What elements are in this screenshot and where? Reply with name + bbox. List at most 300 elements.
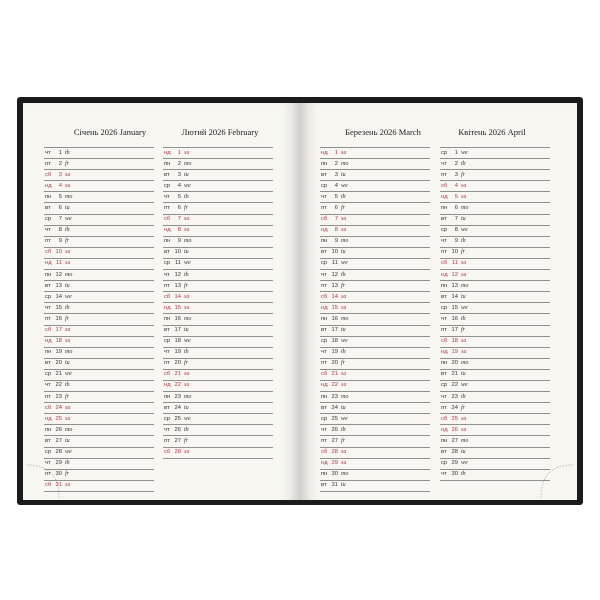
weekday-en: fr bbox=[184, 360, 189, 367]
weekday-en: su bbox=[341, 460, 347, 467]
weekday-ua: пт bbox=[45, 315, 51, 322]
day-number: 15 bbox=[451, 304, 458, 311]
weekday-ua: пн bbox=[164, 238, 171, 245]
weekday-ua: вт bbox=[321, 171, 327, 178]
day-number: 7 bbox=[334, 216, 338, 223]
weekday-en: fr bbox=[461, 404, 466, 411]
weekday-en: mo bbox=[65, 193, 73, 200]
day-number: 10 bbox=[331, 249, 338, 256]
day-row bbox=[44, 459, 154, 470]
day-row bbox=[320, 237, 430, 248]
day-row bbox=[163, 381, 273, 392]
day-number: 13 bbox=[174, 282, 181, 289]
weekday-en: tu bbox=[461, 216, 466, 223]
day-row bbox=[320, 348, 430, 359]
weekday-en: su bbox=[461, 193, 467, 200]
weekday-en: sa bbox=[65, 482, 71, 489]
weekday-en: mo bbox=[184, 393, 192, 400]
weekday-en: we bbox=[65, 216, 72, 223]
weekday-en: th bbox=[341, 349, 346, 356]
day-number: 15 bbox=[55, 304, 62, 311]
day-row bbox=[440, 181, 550, 192]
day-row bbox=[163, 181, 273, 192]
weekday-ua: вт bbox=[45, 360, 51, 367]
day-number: 16 bbox=[174, 315, 181, 322]
day-number: 21 bbox=[331, 371, 338, 378]
day-number: 25 bbox=[55, 415, 62, 422]
weekday-ua: чт bbox=[321, 193, 327, 200]
weekday-ua: ср bbox=[321, 415, 328, 422]
day-row bbox=[320, 215, 430, 226]
weekday-ua: чт bbox=[164, 349, 170, 356]
weekday-en: su bbox=[184, 149, 190, 156]
weekday-ua: ср bbox=[441, 149, 448, 156]
weekday-ua: пт bbox=[321, 437, 327, 444]
day-number: 28 bbox=[174, 449, 181, 456]
day-row bbox=[44, 181, 154, 192]
day-row bbox=[440, 292, 550, 303]
day-row bbox=[440, 281, 550, 292]
weekday-ua: чт bbox=[321, 271, 327, 278]
weekday-ua: ср bbox=[441, 382, 448, 389]
weekday-en: mo bbox=[65, 349, 73, 356]
weekday-ua: чт bbox=[441, 160, 447, 167]
weekday-ua: вт bbox=[321, 249, 327, 256]
day-row bbox=[163, 314, 273, 325]
weekday-ua: сб bbox=[164, 293, 171, 300]
day-row bbox=[320, 203, 430, 214]
weekday-en: mo bbox=[341, 238, 349, 245]
day-row bbox=[320, 181, 430, 192]
weekday-en: th bbox=[184, 349, 189, 356]
weekday-en: we bbox=[461, 382, 468, 389]
weekday-en: sa bbox=[461, 260, 467, 267]
day-row bbox=[44, 392, 154, 403]
day-number: 27 bbox=[451, 437, 458, 444]
day-row bbox=[320, 370, 430, 381]
day-row bbox=[440, 147, 550, 159]
weekday-ua: нд bbox=[441, 426, 448, 433]
weekday-ua: нд bbox=[321, 382, 328, 389]
day-number: 20 bbox=[174, 360, 181, 367]
weekday-ua: пн bbox=[164, 393, 171, 400]
day-number: 24 bbox=[174, 404, 181, 411]
day-row bbox=[440, 403, 550, 414]
day-row bbox=[440, 237, 550, 248]
day-number: 30 bbox=[55, 471, 62, 478]
weekday-ua: пт bbox=[45, 160, 51, 167]
weekday-ua: пн bbox=[321, 471, 328, 478]
day-row bbox=[320, 392, 430, 403]
day-row bbox=[44, 314, 154, 325]
day-number: 11 bbox=[55, 260, 62, 267]
day-row bbox=[163, 147, 273, 159]
weekday-ua: вт bbox=[45, 204, 51, 211]
weekday-en: th bbox=[65, 149, 70, 156]
day-row bbox=[320, 470, 430, 481]
weekday-en: mo bbox=[341, 315, 349, 322]
day-row bbox=[44, 403, 154, 414]
day-row bbox=[44, 359, 154, 370]
weekday-en: we bbox=[341, 338, 348, 345]
day-row bbox=[44, 226, 154, 237]
day-number: 11 bbox=[451, 260, 458, 267]
day-row bbox=[44, 170, 154, 181]
day-number: 1 bbox=[58, 149, 62, 156]
weekday-ua: ср bbox=[321, 182, 328, 189]
weekday-en: sa bbox=[65, 249, 71, 256]
day-number: 19 bbox=[331, 349, 338, 356]
day-number: 21 bbox=[55, 371, 62, 378]
day-row bbox=[44, 448, 154, 459]
day-number: 8 bbox=[177, 227, 181, 234]
day-number: 8 bbox=[58, 227, 62, 234]
weekday-ua: чт bbox=[441, 393, 447, 400]
weekday-ua: нд bbox=[45, 338, 52, 345]
weekday-ua: сб bbox=[45, 171, 52, 178]
weekday-en: su bbox=[341, 227, 347, 234]
day-row bbox=[163, 414, 273, 425]
day-row bbox=[163, 281, 273, 292]
weekday-ua: вт bbox=[441, 449, 447, 456]
weekday-en: th bbox=[65, 382, 70, 389]
day-number: 17 bbox=[331, 327, 338, 333]
weekday-en: th bbox=[461, 238, 466, 245]
day-number: 18 bbox=[55, 338, 62, 345]
weekday-en: sa bbox=[65, 171, 71, 178]
day-number: 20 bbox=[451, 360, 458, 367]
day-row bbox=[44, 281, 154, 292]
weekday-en: we bbox=[184, 415, 191, 422]
weekday-ua: ср bbox=[164, 338, 171, 345]
day-row bbox=[44, 159, 154, 170]
day-number: 1 bbox=[454, 149, 458, 156]
day-number: 24 bbox=[55, 404, 62, 411]
day-row bbox=[44, 259, 154, 270]
day-number: 9 bbox=[454, 238, 458, 245]
day-number: 27 bbox=[174, 437, 181, 444]
day-row bbox=[320, 403, 430, 414]
weekday-en: we bbox=[341, 415, 348, 422]
weekday-ua: чт bbox=[441, 238, 447, 245]
day-number: 23 bbox=[55, 393, 62, 400]
april-day-list bbox=[440, 147, 550, 481]
day-number: 8 bbox=[454, 227, 458, 234]
day-row bbox=[44, 292, 154, 303]
day-number: 16 bbox=[331, 315, 338, 322]
weekday-en: fr bbox=[461, 327, 466, 333]
weekday-en: we bbox=[461, 460, 468, 467]
day-number: 12 bbox=[55, 271, 62, 278]
day-number: 12 bbox=[174, 271, 181, 278]
weekday-ua: пт bbox=[164, 437, 170, 444]
day-row bbox=[440, 226, 550, 237]
day-number: 9 bbox=[58, 238, 62, 245]
day-number: 9 bbox=[177, 238, 181, 245]
weekday-en: th bbox=[461, 315, 466, 322]
weekday-en: tu bbox=[341, 327, 346, 333]
weekday-en: fr bbox=[461, 171, 466, 178]
weekday-en: su bbox=[65, 182, 71, 189]
day-number: 6 bbox=[334, 204, 338, 211]
day-number: 23 bbox=[331, 393, 338, 400]
day-number: 22 bbox=[55, 382, 62, 389]
day-number: 25 bbox=[331, 415, 338, 422]
weekday-ua: пн bbox=[45, 349, 52, 356]
weekday-ua: сб bbox=[441, 182, 448, 189]
weekday-en: sa bbox=[341, 216, 347, 223]
day-number: 14 bbox=[174, 293, 181, 300]
weekday-ua: сб bbox=[45, 482, 52, 489]
weekday-en: su bbox=[184, 304, 190, 311]
weekday-en: mo bbox=[65, 271, 73, 278]
day-row bbox=[163, 359, 273, 370]
weekday-ua: сб bbox=[45, 404, 52, 411]
weekday-en: we bbox=[184, 338, 191, 345]
day-row bbox=[44, 348, 154, 359]
day-row bbox=[44, 337, 154, 348]
day-number: 29 bbox=[55, 460, 62, 467]
weekday-en: su bbox=[65, 338, 71, 345]
weekday-ua: пт bbox=[45, 471, 51, 478]
day-row bbox=[44, 436, 154, 447]
day-row bbox=[163, 270, 273, 281]
weekday-ua: сб bbox=[164, 449, 171, 456]
day-number: 28 bbox=[331, 449, 338, 456]
february-day-list bbox=[163, 147, 273, 459]
weekday-en: tu bbox=[341, 171, 346, 178]
weekday-ua: чт bbox=[45, 382, 51, 389]
day-number: 13 bbox=[55, 282, 62, 289]
day-row bbox=[440, 203, 550, 214]
weekday-ua: пн bbox=[45, 271, 52, 278]
weekday-en: th bbox=[184, 426, 189, 433]
day-number: 20 bbox=[55, 360, 62, 367]
weekday-ua: сб bbox=[164, 216, 171, 223]
weekday-ua: пн bbox=[164, 315, 171, 322]
day-row bbox=[440, 392, 550, 403]
day-row bbox=[163, 348, 273, 359]
day-row bbox=[320, 303, 430, 314]
weekday-en: sa bbox=[184, 216, 190, 223]
day-row bbox=[163, 403, 273, 414]
day-number: 4 bbox=[58, 182, 62, 189]
weekday-en: mo bbox=[461, 437, 469, 444]
day-row bbox=[320, 381, 430, 392]
weekday-ua: ср bbox=[321, 260, 328, 267]
weekday-en: tu bbox=[461, 293, 466, 300]
weekday-en: we bbox=[461, 227, 468, 234]
weekday-ua: нд bbox=[45, 415, 52, 422]
day-number: 6 bbox=[454, 204, 458, 211]
day-row bbox=[440, 326, 550, 337]
weekday-ua: чт bbox=[164, 426, 170, 433]
weekday-ua: вт bbox=[45, 282, 51, 289]
weekday-en: su bbox=[341, 149, 347, 156]
weekday-ua: нд bbox=[441, 193, 448, 200]
day-row bbox=[44, 237, 154, 248]
day-row bbox=[440, 370, 550, 381]
weekday-en: sa bbox=[65, 404, 71, 411]
weekday-ua: пт bbox=[164, 282, 170, 289]
weekday-ua: чт bbox=[441, 471, 447, 478]
weekday-en: th bbox=[461, 393, 466, 400]
weekday-en: th bbox=[461, 471, 466, 478]
weekday-ua: нд bbox=[321, 149, 328, 156]
weekday-ua: чт bbox=[45, 149, 51, 156]
day-number: 19 bbox=[451, 349, 458, 356]
weekday-en: th bbox=[65, 227, 70, 234]
weekday-en: th bbox=[65, 304, 70, 311]
day-number: 18 bbox=[331, 338, 338, 345]
day-row bbox=[44, 470, 154, 481]
day-row bbox=[440, 436, 550, 447]
weekday-ua: ср bbox=[441, 460, 448, 467]
weekday-en: tu bbox=[341, 404, 346, 411]
day-number: 26 bbox=[55, 426, 62, 433]
weekday-en: su bbox=[184, 227, 190, 234]
weekday-en: we bbox=[461, 149, 468, 156]
day-number: 5 bbox=[334, 193, 338, 200]
day-row bbox=[44, 381, 154, 392]
weekday-ua: нд bbox=[164, 382, 171, 389]
weekday-ua: вт bbox=[441, 293, 447, 300]
weekday-ua: пн bbox=[45, 193, 52, 200]
day-number: 21 bbox=[174, 371, 181, 378]
day-row bbox=[163, 425, 273, 436]
weekday-ua: сб bbox=[321, 449, 328, 456]
day-number: 10 bbox=[451, 249, 458, 256]
weekday-ua: пн bbox=[45, 426, 52, 433]
day-number: 4 bbox=[334, 182, 338, 189]
weekday-ua: пн bbox=[321, 238, 328, 245]
day-number: 10 bbox=[55, 249, 62, 256]
weekday-ua: ср bbox=[321, 338, 328, 345]
weekday-ua: чт bbox=[164, 271, 170, 278]
month-title-april: Квітень 2026 April bbox=[458, 127, 526, 137]
weekday-ua: пт bbox=[164, 204, 170, 211]
day-number: 3 bbox=[58, 171, 62, 178]
day-number: 12 bbox=[331, 271, 338, 278]
weekday-en: we bbox=[184, 182, 191, 189]
day-row bbox=[320, 481, 430, 492]
weekday-en: sa bbox=[461, 338, 467, 345]
day-row bbox=[320, 147, 430, 159]
weekday-ua: пт bbox=[45, 393, 51, 400]
weekday-en: fr bbox=[65, 238, 70, 245]
weekday-ua: сб bbox=[441, 260, 448, 267]
day-number: 19 bbox=[174, 349, 181, 356]
day-number: 27 bbox=[55, 437, 62, 444]
month-title-march: Березень 2026 March bbox=[345, 127, 421, 137]
day-row bbox=[163, 237, 273, 248]
weekday-ua: вт bbox=[164, 249, 170, 256]
weekday-en: sa bbox=[184, 371, 190, 378]
weekday-ua: пн bbox=[441, 204, 448, 211]
day-number: 14 bbox=[331, 293, 338, 300]
day-row bbox=[440, 337, 550, 348]
weekday-en: th bbox=[341, 426, 346, 433]
day-row bbox=[44, 270, 154, 281]
weekday-en: we bbox=[65, 371, 72, 378]
day-row bbox=[320, 436, 430, 447]
march-day-list bbox=[320, 147, 430, 492]
weekday-en: mo bbox=[341, 160, 349, 167]
weekday-en: tu bbox=[65, 282, 70, 289]
day-number: 22 bbox=[451, 382, 458, 389]
weekday-en: tu bbox=[341, 249, 346, 256]
day-row bbox=[320, 259, 430, 270]
day-row bbox=[163, 370, 273, 381]
day-number: 7 bbox=[454, 216, 458, 223]
weekday-ua: сб bbox=[441, 415, 448, 422]
weekday-ua: чт bbox=[45, 304, 51, 311]
weekday-en: tu bbox=[184, 404, 189, 411]
day-number: 6 bbox=[58, 204, 62, 211]
weekday-ua: нд bbox=[45, 260, 52, 267]
weekday-en: tu bbox=[341, 482, 346, 489]
day-row bbox=[440, 170, 550, 181]
weekday-ua: пт bbox=[321, 282, 327, 289]
day-row bbox=[320, 292, 430, 303]
weekday-ua: ср bbox=[45, 293, 52, 300]
day-number: 30 bbox=[451, 471, 458, 478]
day-row bbox=[320, 337, 430, 348]
weekday-en: fr bbox=[65, 393, 70, 400]
day-number: 23 bbox=[174, 393, 181, 400]
weekday-en: mo bbox=[65, 426, 73, 433]
weekday-en: we bbox=[184, 260, 191, 267]
weekday-en: th bbox=[184, 193, 189, 200]
day-row bbox=[440, 314, 550, 325]
day-row bbox=[44, 215, 154, 226]
weekday-ua: вт bbox=[441, 216, 447, 223]
weekday-ua: чт bbox=[45, 227, 51, 234]
day-number: 31 bbox=[331, 482, 338, 489]
weekday-ua: ср bbox=[441, 304, 448, 311]
weekday-ua: ср bbox=[164, 260, 171, 267]
weekday-en: fr bbox=[65, 315, 70, 322]
weekday-ua: пн bbox=[441, 282, 448, 289]
day-row bbox=[320, 448, 430, 459]
weekday-en: su bbox=[184, 382, 190, 389]
weekday-ua: пн bbox=[321, 160, 328, 167]
day-row bbox=[320, 226, 430, 237]
day-row bbox=[44, 370, 154, 381]
weekday-ua: пт bbox=[441, 171, 447, 178]
weekday-en: th bbox=[461, 160, 466, 167]
day-row bbox=[163, 248, 273, 259]
weekday-ua: нд bbox=[441, 271, 448, 278]
day-row bbox=[44, 326, 154, 337]
weekday-ua: нд bbox=[164, 304, 171, 311]
day-row bbox=[320, 248, 430, 259]
day-number: 8 bbox=[334, 227, 338, 234]
weekday-ua: нд bbox=[45, 182, 52, 189]
weekday-en: we bbox=[461, 304, 468, 311]
day-number: 23 bbox=[451, 393, 458, 400]
weekday-ua: пн bbox=[321, 393, 328, 400]
weekday-ua: вт bbox=[164, 404, 170, 411]
weekday-ua: пт bbox=[441, 327, 447, 333]
weekday-en: th bbox=[341, 271, 346, 278]
day-row bbox=[163, 326, 273, 337]
day-number: 2 bbox=[177, 160, 181, 167]
weekday-en: mo bbox=[461, 204, 469, 211]
day-row bbox=[320, 192, 430, 203]
weekday-en: mo bbox=[461, 282, 469, 289]
day-number: 4 bbox=[454, 182, 458, 189]
